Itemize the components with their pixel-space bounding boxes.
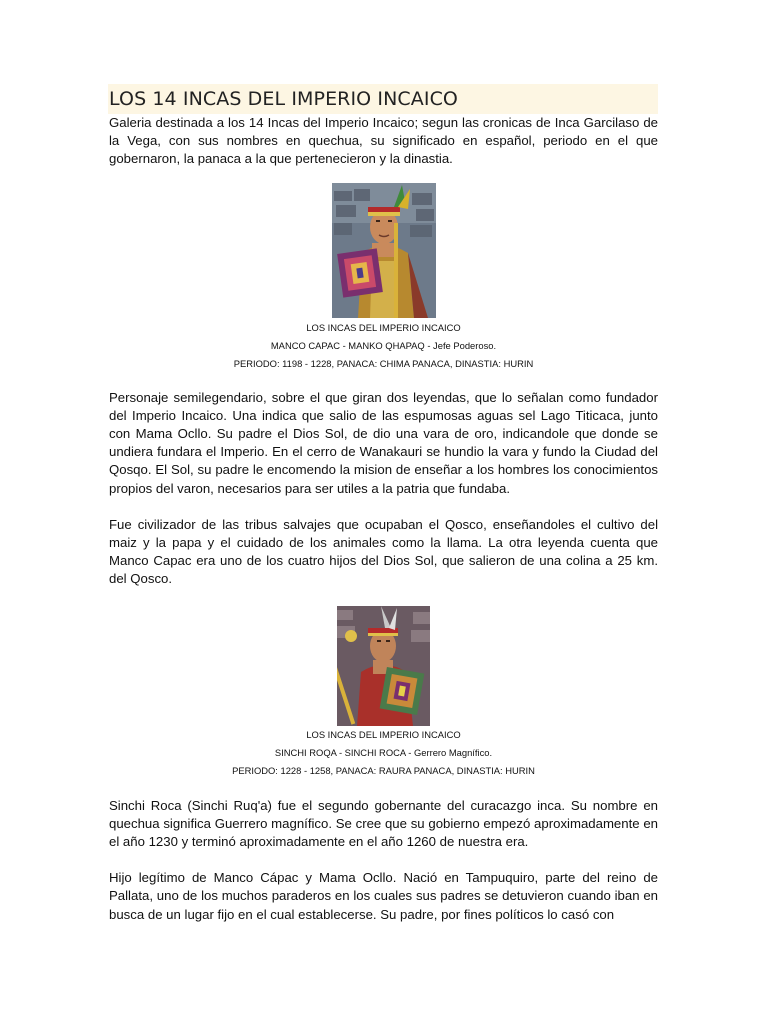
caption-title: LOS INCAS DEL IMPERIO INCAICO: [306, 321, 461, 333]
page-title: LOS 14 INCAS DEL IMPERIO INCAICO: [109, 88, 458, 110]
intro-paragraph: Galeria destinada a los 14 Incas del Imperio Incaico; segun las cronicas de Inca Garcilaso de la Vega, con sus nombres en quechua, su significado en español, periodo en el que gobernaron, la panaca a la que pertenecieron y la dinastia.: [109, 115, 658, 167]
paragraph: Sinchi Roca (Sinchi Ruq'a) fue el segundo gobernante del curacazgo inca. Su nombre en quechua significa Guerrero magnífico. Se cree que su gobierno empezó aproximadamente en el año 1230 y terminó aproximadamente en el año 1260 de nuestra era.: [109, 797, 658, 850]
sinchi-roca-portrait: [337, 606, 430, 726]
caption-period: PERIODO: 1198 - 1228, PANACA: CHIMA PANACA, DINASTIA: HURIN: [233, 357, 534, 369]
caption-sinchi-roca: [109, 726, 658, 780]
title-bar: [108, 84, 658, 114]
paragraph: Fue civilizador de las tribus salvajes que ocupaban el Qosco, enseñandoles el cultivo del maiz y la papa y el cuidado de los animales como la llama. La otra leyenda cuenta que Manco Capac era uno de los cuatro hijos del Dios Sol, que salieron de una colina a 25 km. del Qosco.: [109, 516, 658, 587]
document-page: [109, 84, 658, 924]
caption-name: SINCHI ROQA - SINCHI ROCA - Gerrero Magnífico.: [274, 746, 493, 758]
caption-period: PERIODO: 1228 - 1258, PANACA: RAURA PANACA, DINASTIA: HURIN: [232, 764, 535, 776]
figure-manco-capac: [109, 183, 658, 318]
caption-name: MANCO CAPAC - MANKO QHAPAQ - Jefe Poderoso.: [270, 339, 497, 351]
paragraph: Personaje semilegendario, sobre el que giran dos leyendas, que lo señalan como fundador del Imperio Incaico. Una indica que salio de las espumosas aguas sel Lago Titicaca, junto con Mama Ocllo. Su padre el Dios Sol, de dio una vara de oro, indicandole que donde se undiera fundara el Imperio. En el cerro de Wanakauri se hundio la vara y fundo la Ciudad del Qosqo. El Sol, su padre le encomendo la mision de enseñar a los hombres los conocimientos propios del varon, necesarios para ser utiles a la patria que fundaba.: [109, 389, 658, 496]
caption-title: LOS INCAS DEL IMPERIO INCAICO: [306, 728, 461, 740]
manco-capac-portrait: [332, 183, 436, 318]
paragraph: Hijo legítimo de Manco Cápac y Mama Ocllo. Nació en Tampuquiro, parte del reino de Pallata, uno de los muchos paraderos en los cuales sus padres se detuvieron cuando iban en busca de un lugar fijo en el cual establecerse. Su padre, por fines políticos lo casó con: [109, 870, 658, 922]
caption-manco-capac: [109, 319, 658, 373]
figure-sinchi-roca: [109, 606, 658, 726]
